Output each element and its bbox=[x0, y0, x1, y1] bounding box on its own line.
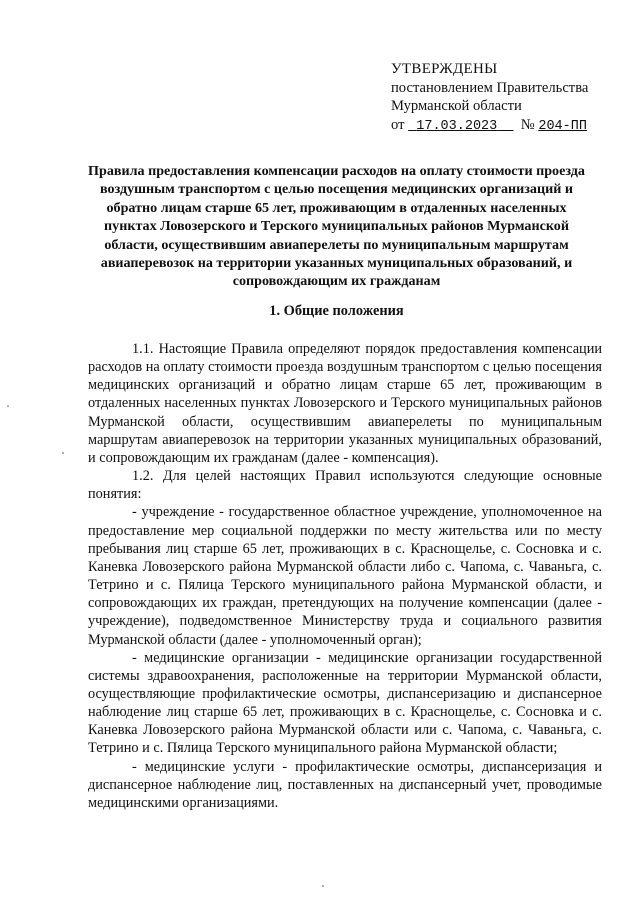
scan-speck bbox=[7, 405, 9, 407]
paragraph-1-1: 1.1. Настоящие Правила определяют порядок предоставления компенсации расходов на оплату стоимости проезда воздушным транспортом с целью посещения медицинских организаций и обратно лицам старше 65 лет, проживающим в отдаленных населенных пунктах Ловозерского и Терского муниципальных районов Мурманской области, осуществившим авиаперелеты по муниципальным маршрутам авиаперевозок на территории указанных муниципальных образований, и сопровождающим их гражданам (далее - компенсация). bbox=[88, 341, 602, 466]
approval-title: УТВЕРЖДЕНЫ bbox=[391, 61, 498, 77]
document-body bbox=[88, 340, 602, 812]
date-prefix: от bbox=[391, 116, 405, 133]
approval-stamp bbox=[391, 60, 621, 136]
approval-number: 204-ПП bbox=[538, 118, 587, 134]
approval-line-2: Мурманской области bbox=[391, 98, 522, 114]
document-title: Правила предоставления компенсации расходов на оплату стоимости проезда воздушным транспортом с целью посещения медицинских организаций и обратно лицам старше 65 лет, проживающим в отдаленных населенных пунктах Ловозерского и Терского муниципальных районов Мурманской области, осуществившим авиаперелеты по муниципальным маршрутам авиаперевозок на территории указанных муниципальных образований, и сопровождающим их гражданам bbox=[88, 163, 585, 290]
approval-line-1: постановлением Правительства bbox=[391, 79, 589, 96]
approval-date-value: 17.03.2023 bbox=[416, 118, 498, 134]
paragraph-1-2: 1.2. Для целей настоящих Правил используются следующие основные понятия: bbox=[88, 468, 602, 503]
number-prefix: № bbox=[520, 116, 535, 133]
definition-medical-organizations: - медицинские организации - медицинские организации государственной системы здравоохранения, расположенные на территории Мурманской области, осуществляющие профилактические осмотры, диспансеризацию и диспансерное наблюдение лиц старше 65 лет, проживающих в с. Краснощелье, с. Сосновка и с. Каневка Ловозерского района Мурманской области или с. Чапома, с. Чаваньга, с. Тетрино и с. Пялица Терского муниципального района Мурманской области; bbox=[88, 649, 602, 757]
scan-speck bbox=[62, 452, 64, 454]
definition-institution: - учреждение - государственное областное учреждение, уполномоченное на предоставление мер социальной поддержки по месту жительства или по месту пребывания лиц старше 65 лет, проживающих в с. Краснощелье, с. Сосновка и с. Каневка Ловозерского района Мурманской области либо с. Чапома, с. Чаваньга, с. Тетрино и с. Пялица Терского муниципального района Мурманской области, и сопровождающих их граждан, претендующих на получение компенсации (далее - учреждение), подведомственное Министерству труда и социального развития Мурманской области (далее - уполномоченный орган); bbox=[88, 504, 602, 648]
approval-date-line bbox=[391, 116, 621, 137]
scan-speck bbox=[322, 885, 324, 887]
definition-medical-services: - медицинские услуги - профилактические осмотры, диспансеризация и диспансерное наблюдение лиц, поставленных на диспансерный учет, проводимые медицинскими организациями. bbox=[88, 758, 602, 811]
approval-date bbox=[408, 119, 513, 134]
section-heading: 1. Общие положения bbox=[269, 303, 404, 319]
